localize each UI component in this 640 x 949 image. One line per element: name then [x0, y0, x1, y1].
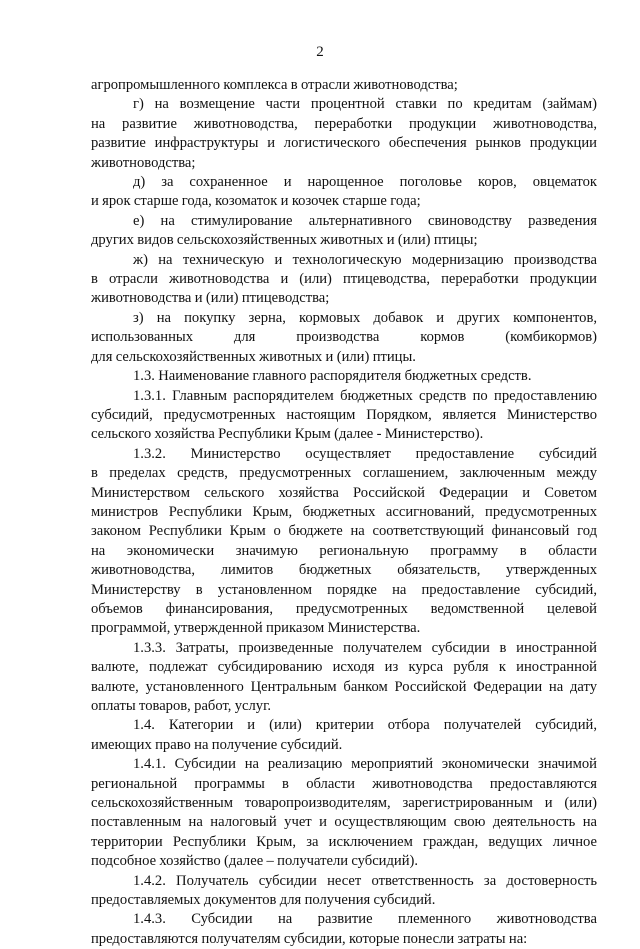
text-line: на развитие животноводства, переработки продукции животноводства,: [91, 115, 597, 132]
text-line: программой, утвержденной приказом Министерства.: [91, 620, 421, 637]
text-line: законом Республики Крым о бюджете на соответствующий финансовый год: [91, 523, 597, 540]
page-number: 2: [316, 44, 324, 60]
text-line: предоставляемых документов для получения субсидий.: [91, 892, 436, 909]
paragraph: [91, 639, 597, 717]
text-line: оплаты товаров, работ, услуг.: [91, 698, 272, 714]
text-line: территории Республики Крым, за исключением граждан, ведущих личное: [91, 833, 597, 850]
paragraph: [91, 309, 597, 367]
paragraph: [91, 212, 597, 251]
text-line: развитие инфраструктуры и логистического обеспечения рынков продукции: [91, 135, 597, 152]
text-line: е) на стимулирование альтернативного свиноводству разведения: [133, 212, 597, 229]
paragraph: [91, 910, 597, 949]
text-line: субсидий, предусмотренных настоящим Порядком, является Министерство: [91, 406, 597, 423]
text-line: предоставляются получателям субсидии, которые понесли затраты на:: [91, 930, 528, 947]
paragraph: [91, 755, 597, 871]
text-line: 1.3.1. Главным распорядителем бюджетных средств по предоставлению: [133, 387, 597, 404]
text-line: 1.3.2. Министерство осуществляет предоставление субсидий: [133, 445, 597, 462]
text-line: объемов финансирования, предусмотренных ведомственной целевой: [91, 600, 597, 617]
text-line: д) за сохраненное и нарощенное поголовье коров, овцематок: [133, 174, 597, 191]
text-line: валюте, подлежат субсидированию исходя из курса рубля к иностранной: [91, 659, 597, 676]
text-line: Министерству в установленном порядке на предоставление субсидий,: [91, 581, 597, 598]
paragraph: [91, 445, 597, 639]
paragraph: [91, 76, 597, 95]
text-line: животноводства;: [91, 154, 196, 171]
text-line: 1.3. Наименование главного распорядителя бюджетных средств.: [133, 368, 532, 385]
text-line: г) на возмещение части процентной ставки по кредитам (займам): [133, 96, 597, 113]
paragraph: [91, 95, 597, 173]
paragraph: [91, 387, 597, 445]
text-line: 1.4.2. Получатель субсидии несет ответственность за достоверность: [133, 872, 597, 889]
text-line: животноводства, лимитов бюджетных обязательств, утвержденных: [91, 562, 597, 579]
text-line: региональной программы в области животноводства предоставляются: [91, 775, 597, 792]
paragraph: [91, 716, 597, 755]
text-line: сельскохозяйственным товаропроизводителям, зарегистрированным и (или): [91, 795, 597, 812]
text-line: 1.4.3. Субсидии на развитие племенного животноводства: [133, 911, 597, 928]
text-line: подсобное хозяйство (далее – получатели субсидий).: [91, 853, 419, 870]
paragraph: [91, 367, 597, 386]
text-line: в отрасли животноводства и (или) птицеводства, переработки продукции: [91, 271, 597, 288]
text-line: ж) на техническую и технологическую модернизацию производства: [133, 251, 597, 268]
paragraph: [91, 251, 597, 309]
text-line: в пределах средств, предусмотренных соглашением, заключенным между: [91, 465, 597, 482]
text-line: валюте, установленного Центральным банком Российской Федерации на дату: [91, 678, 597, 695]
text-line: 1.4. Категории и (или) критерии отбора получателей субсидий,: [133, 717, 597, 734]
text-line: 1.3.3. Затраты, произведенные получателем субсидии в иностранной: [133, 639, 597, 656]
text-line: использованных для производства кормов (комбикормов): [91, 329, 597, 346]
text-line: поставленным на налоговый учет и осуществляющим свою деятельность на: [91, 814, 597, 831]
text-line: животноводства и (или) птицеводства;: [91, 290, 330, 307]
document-body: [91, 76, 597, 949]
text-line: сельского хозяйства Республики Крым (далее - Министерство).: [91, 426, 484, 443]
text-line: Министерством сельского хозяйства Российской Федерации и Советом: [91, 484, 597, 501]
text-line: других видов сельскохозяйственных животных и (или) птицы;: [91, 232, 478, 249]
paragraph: [91, 173, 597, 212]
text-line: для сельскохозяйственных животных и (или) птицы.: [91, 348, 416, 365]
text-line: имеющих право на получение субсидий.: [91, 736, 343, 753]
text-line: з) на покупку зерна, кормовых добавок и других компонентов,: [133, 309, 597, 326]
text-line: министров Республики Крым, бюджетных ассигнований, предусмотренных: [91, 503, 597, 520]
text-line: на экономически значимую региональную программу в области: [91, 542, 597, 559]
text-line: агропромышленного комплекса в отрасли животноводства;: [91, 77, 458, 93]
text-line: и ярок старше года, козоматок и козочек старше года;: [91, 193, 421, 210]
text-line: 1.4.1. Субсидии на реализацию мероприятий экономически значимой: [133, 756, 597, 773]
